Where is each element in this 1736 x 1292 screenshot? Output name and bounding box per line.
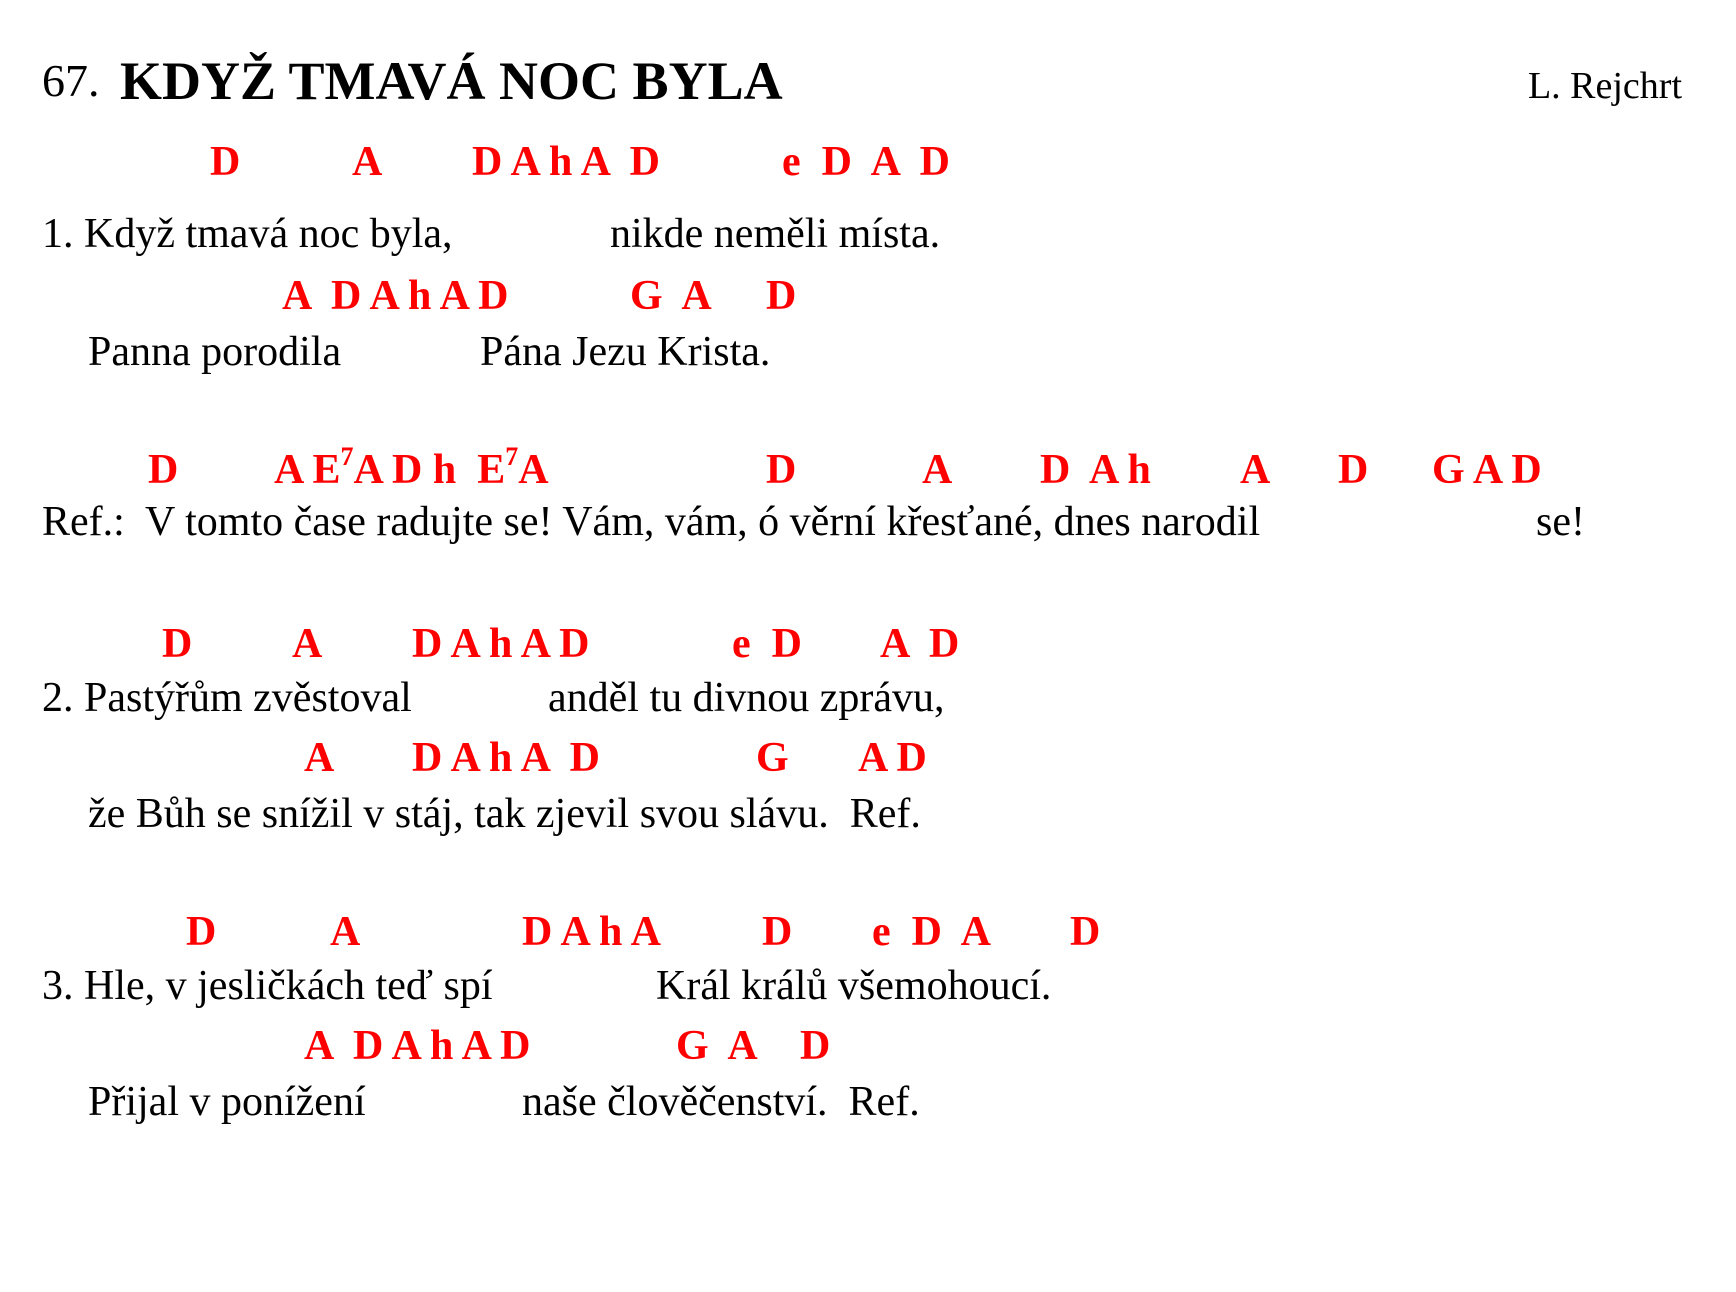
chord-superscript: 7 <box>340 442 354 471</box>
chord: e D A <box>872 909 991 955</box>
lyric: 3. Hle, v jesličkách teď spí <box>42 963 493 1009</box>
chord: A <box>352 139 383 185</box>
chord: G A <box>630 273 712 319</box>
chord: D <box>162 621 193 667</box>
chord: G A <box>676 1023 758 1069</box>
chord: A <box>1240 447 1271 493</box>
lyric: 1. Když tmavá noc byla, <box>42 211 453 257</box>
chord: G <box>756 735 789 781</box>
lyric: Pána Jezu Krista. <box>480 329 771 375</box>
chord: e D A D <box>782 139 950 185</box>
verse3-text-line1 <box>0 962 1052 1018</box>
chord: D <box>766 273 797 319</box>
chord-text: A <box>518 447 549 493</box>
verse3-text-line2 <box>0 1078 920 1134</box>
chord: e D <box>732 621 802 667</box>
lyric: anděl tu divnou zprávu, <box>548 675 945 721</box>
chord: D A h A D <box>472 139 660 185</box>
verse2-chords-line2 <box>0 734 927 786</box>
song-number: 67. <box>42 55 100 106</box>
chord: A <box>922 447 953 493</box>
lyric: Ref.: V tomto čase radujte se! Vám, vám, ó věrní křesťané, dnes narodil <box>42 499 1261 545</box>
refrain-text-line <box>0 498 1585 554</box>
chord: A <box>330 909 361 955</box>
lyric: Přijal v ponížení <box>88 1079 366 1125</box>
chord-text: A D h E <box>353 447 506 493</box>
chord: A D A h A D <box>282 273 509 319</box>
chord: D A h <box>1040 447 1151 493</box>
song-title: KDYŽ TMAVÁ NOC BYLA <box>120 51 783 111</box>
chord: A <box>304 735 335 781</box>
chord: A D A h A D <box>304 1023 531 1069</box>
chord: D <box>1070 909 1101 955</box>
chord: D A h A D <box>412 735 600 781</box>
refrain-chords-line <box>0 442 1542 498</box>
chord <box>274 442 549 494</box>
chord: D A h A <box>522 909 661 955</box>
chord: D <box>762 909 793 955</box>
lyric: naše člověčenství. Ref. <box>522 1079 920 1125</box>
chord: D <box>766 447 797 493</box>
verse1-text-line2 <box>0 328 771 384</box>
chord: D <box>1338 447 1369 493</box>
chord-text: A E <box>274 447 341 493</box>
lyric: se! <box>1536 499 1585 545</box>
verse2-text-line1 <box>0 674 945 730</box>
lyric: nikde neměli místa. <box>610 211 941 257</box>
chord: G A D <box>1432 447 1542 493</box>
song-author: L. Rejchrt <box>1527 65 1682 107</box>
lyric: Král králů všemohoucí. <box>656 963 1052 1009</box>
verse1-chords-line2 <box>0 272 797 324</box>
verse2-chords-line1 <box>0 620 960 672</box>
song-header <box>42 50 1682 120</box>
verse1-chords-line1 <box>0 138 950 190</box>
chord: A D <box>858 735 927 781</box>
chord: A D <box>880 621 960 667</box>
chord: D <box>800 1023 831 1069</box>
chord: D <box>210 139 241 185</box>
lyric: 2. Pastýřům zvěstoval <box>42 675 412 721</box>
verse3-chords-line1 <box>0 908 1101 960</box>
verse1-text-line1 <box>0 210 941 266</box>
lyric: že Bůh se snížil v stáj, tak zjevil svou slávu. Ref. <box>88 791 921 837</box>
chord-superscript: 7 <box>505 442 519 471</box>
chord: D A h A D <box>412 621 590 667</box>
verse2-text-line2 <box>0 790 921 846</box>
chord: D <box>186 909 217 955</box>
verse3-chords-line2 <box>0 1022 831 1074</box>
lyric: Panna porodila <box>88 329 342 375</box>
chord: A <box>292 621 323 667</box>
chord: D <box>148 447 179 493</box>
